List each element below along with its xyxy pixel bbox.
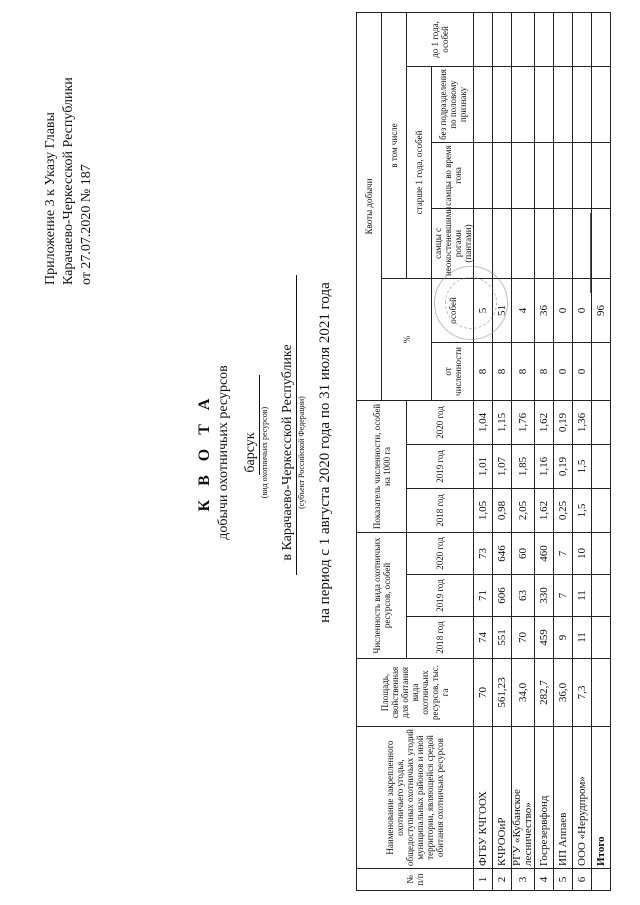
- appendix-note: [42, 77, 96, 285]
- cell-mh: [535, 208, 554, 278]
- cell-p2018: 74: [474, 617, 493, 659]
- cell-ns: [474, 66, 493, 142]
- header-no-sex: без подразделения по половому признаку: [432, 66, 474, 142]
- cell-name: КЧРООиР: [493, 727, 512, 869]
- cell-d2019: 1,16: [535, 444, 554, 488]
- cell-p2018: 9: [554, 617, 573, 659]
- cell-mh: [573, 208, 592, 278]
- header-incl: в том числе: [382, 12, 407, 278]
- cell-mh: [512, 208, 535, 278]
- table-row: [493, 12, 512, 890]
- cell-pct: 8: [535, 342, 554, 400]
- cell-p2020: 7: [554, 532, 573, 574]
- period-line: на период с 1 августа 2020 года по 31 июля 2021 года: [317, 282, 333, 623]
- cell-d2019: 1,07: [493, 444, 512, 488]
- cell-d2019: 1,85: [512, 444, 535, 488]
- header-under1: до 1 года, особей: [407, 12, 474, 66]
- cell-area: 282,7: [535, 659, 554, 727]
- cell-d2018: 1,62: [535, 488, 554, 532]
- cell-pct: 8: [474, 342, 493, 400]
- header-males-horns: самцы с неокостеневшими рогами (пантами): [432, 208, 474, 278]
- cell-u1: [493, 12, 512, 66]
- cell-mr: [474, 142, 493, 208]
- cell-p2019: 63: [512, 575, 535, 617]
- cell-pct: 8: [493, 342, 512, 400]
- cell-p2019: 7: [554, 575, 573, 617]
- cell-area: 561,23: [493, 659, 512, 727]
- cell-num: 5: [554, 869, 573, 891]
- table-row: [474, 12, 493, 890]
- cell-name: ФГБУ КЧГООХ: [474, 727, 493, 869]
- cell-mr: [493, 142, 512, 208]
- cell-num: 2: [493, 869, 512, 891]
- cell-d2018: 0,98: [493, 488, 512, 532]
- cell-p2019: 330: [535, 575, 554, 617]
- cell-d2019: 1,5: [573, 444, 592, 488]
- cell-u1: [512, 12, 535, 66]
- cell-mr: [554, 142, 573, 208]
- appendix-line: Приложение 3 к Указу Главы: [43, 112, 58, 285]
- cell-area: 70: [474, 659, 493, 727]
- region-name: в Карачаево-Черкесской Республике: [280, 344, 295, 561]
- cell-name: ИП Аппаев: [554, 727, 573, 869]
- header-density: Показатель численности, особей на 1000 га: [357, 400, 407, 532]
- header-row: [357, 12, 382, 890]
- cell-pct: 8: [512, 342, 535, 400]
- header-name: Наименование закрепленного охотничьего угодья, общедоступных охотничьих угодий муниципальных районов и иной территории, являющейся средой обитания охотничьих ресурсов: [357, 727, 474, 869]
- cell-ind: 0: [573, 278, 592, 342]
- cell-ind: 51: [493, 278, 512, 342]
- total-num: [592, 869, 611, 891]
- cell-name: Госрезервфонд: [535, 727, 554, 869]
- total-individuals: 96: [592, 278, 611, 342]
- cell-d2020: 1,76: [512, 400, 535, 444]
- cell-u1: [573, 12, 592, 66]
- cell-num: 1: [474, 869, 493, 891]
- cell-d2020: 0,19: [554, 400, 573, 444]
- cell-p2018: 551: [493, 617, 512, 659]
- cell-u1: [474, 12, 493, 66]
- quota-table: [356, 12, 611, 891]
- cell-d2019: 1,01: [474, 444, 493, 488]
- cell-area: 36,0: [554, 659, 573, 727]
- cell-num: 4: [535, 869, 554, 891]
- header-population: Численность вида охотничьих ресурсов, особей: [357, 532, 407, 658]
- cell-ind: 5: [474, 278, 493, 342]
- header-pct-of-pop: от численности: [432, 342, 474, 400]
- table-body: [474, 12, 592, 890]
- table-row: [554, 12, 573, 890]
- cell-ns: [512, 66, 535, 142]
- region-caption: (субъект Российской Федерации): [297, 396, 306, 509]
- header-density-2018: 2018 год: [407, 488, 474, 532]
- cell-name: РГУ «Кубанское лесничество»: [512, 727, 535, 869]
- header-num: № п/п: [357, 869, 474, 891]
- cell-p2019: 606: [493, 575, 512, 617]
- official-seal: [434, 266, 508, 340]
- cell-d2019: 0,19: [554, 444, 573, 488]
- header-males-rut: самцы во время гона: [432, 142, 474, 208]
- cell-p2020: 73: [474, 532, 493, 574]
- header-older: старше 1 года, особей: [407, 66, 432, 278]
- cell-ind: 36: [535, 278, 554, 342]
- header-density-2019: 2019 год: [407, 444, 474, 488]
- appendix-line: Карачаево-Черкесской Республики: [61, 77, 76, 285]
- cell-ind: 0: [554, 278, 573, 342]
- signature-line: [590, 213, 591, 293]
- cell-area: 7,3: [573, 659, 592, 727]
- cell-area: 34,0: [512, 659, 535, 727]
- table-row: [535, 12, 554, 890]
- cell-u1: [554, 12, 573, 66]
- cell-u1: [535, 12, 554, 66]
- cell-pct: 0: [573, 342, 592, 400]
- cell-p2018: 11: [573, 617, 592, 659]
- header-2020: 2020 год: [407, 532, 474, 574]
- cell-mh: [554, 208, 573, 278]
- cell-ns: [535, 66, 554, 142]
- cell-ns: [554, 66, 573, 142]
- cell-p2020: 60: [512, 532, 535, 574]
- cell-d2020: 1,36: [573, 400, 592, 444]
- cell-d2018: 2,05: [512, 488, 535, 532]
- cell-p2018: 459: [535, 617, 554, 659]
- cell-p2019: 11: [573, 575, 592, 617]
- cell-d2020: 1,04: [474, 400, 493, 444]
- total-label: Итого: [592, 727, 611, 869]
- cell-ind: 4: [512, 278, 535, 342]
- cell-d2018: 1,05: [474, 488, 493, 532]
- total-row: [592, 12, 611, 890]
- cell-num: 3: [512, 869, 535, 891]
- document-title: К В О Т А: [196, 393, 213, 512]
- cell-p2020: 646: [493, 532, 512, 574]
- species-caption: (вид охотничьих ресурсов): [260, 406, 269, 499]
- cell-p2019: 71: [474, 575, 493, 617]
- cell-mh: [493, 208, 512, 278]
- species-name: барсук: [243, 432, 258, 473]
- header-2018: 2018 год: [407, 617, 474, 659]
- header-area: Площадь, свойственная для обитания вида охотничьих ресурсов, тыс. га: [357, 659, 474, 727]
- cell-mr: [512, 142, 535, 208]
- header-2019: 2019 год: [407, 575, 474, 617]
- cell-num: 6: [573, 869, 592, 891]
- cell-name: ООО «Нерудпром»: [573, 727, 592, 869]
- header-quotas: Квоты добычи: [357, 12, 382, 400]
- cell-mr: [573, 142, 592, 208]
- cell-d2020: 1,15: [493, 400, 512, 444]
- document-subtitle: добычи охотничьих ресурсов: [216, 365, 231, 540]
- cell-p2020: 460: [535, 532, 554, 574]
- header-individuals: особей: [432, 278, 474, 342]
- header-percent: %: [382, 278, 432, 400]
- cell-mr: [535, 142, 554, 208]
- cell-d2018: 0,25: [554, 488, 573, 532]
- cell-d2020: 1,62: [535, 400, 554, 444]
- cell-p2020: 10: [573, 532, 592, 574]
- table-row: [512, 12, 535, 890]
- cell-ns: [493, 66, 512, 142]
- cell-ns: [573, 66, 592, 142]
- appendix-line: от 27.07.2020 № 187: [79, 164, 94, 285]
- table-row: [573, 12, 592, 890]
- cell-p2018: 70: [512, 617, 535, 659]
- cell-d2018: 1,5: [573, 488, 592, 532]
- header-density-2020: 2020 год: [407, 400, 474, 444]
- cell-pct: 0: [554, 342, 573, 400]
